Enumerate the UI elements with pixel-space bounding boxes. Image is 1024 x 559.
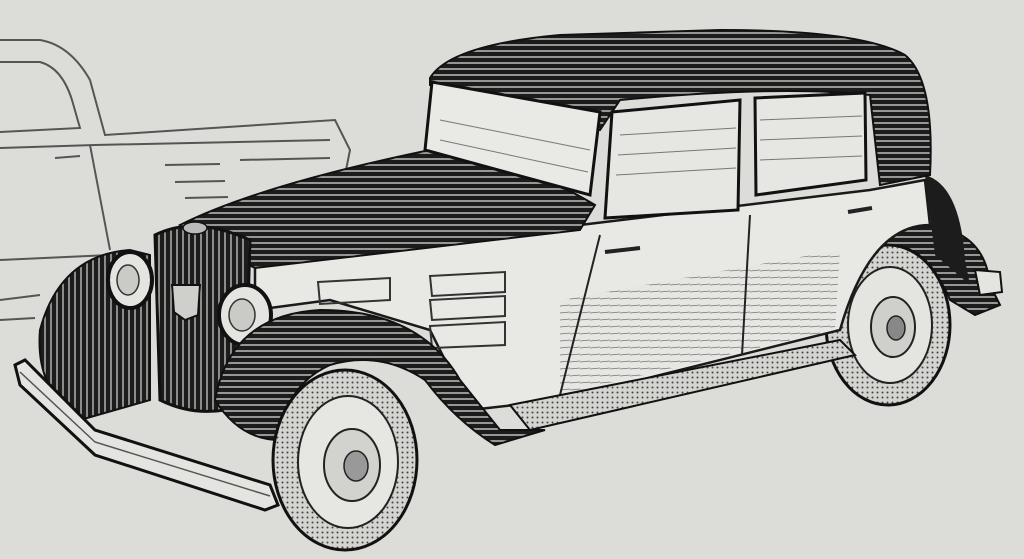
- front-wheel: [273, 370, 417, 550]
- rear-bumper: [975, 270, 1002, 295]
